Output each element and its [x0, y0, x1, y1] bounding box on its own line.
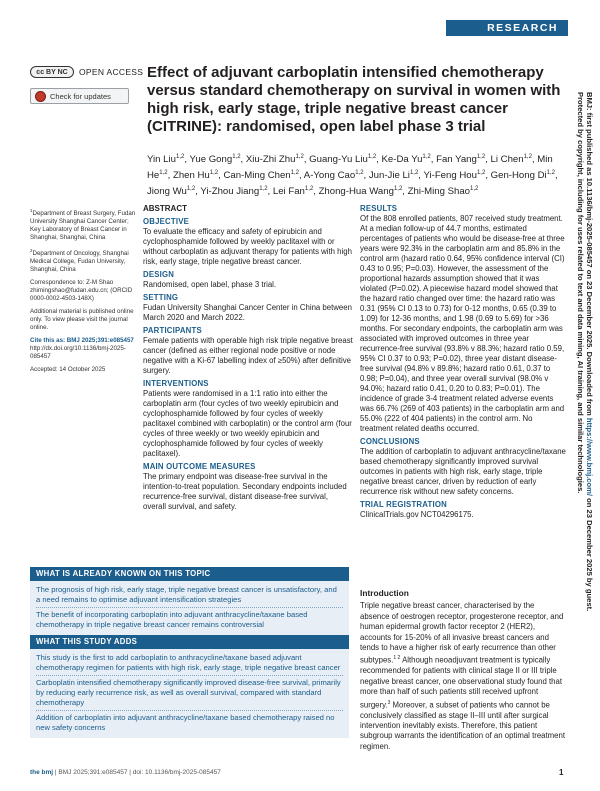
results-heading: RESULTS [360, 204, 398, 213]
design-text: Randomised, open label, phase 3 trial. [143, 280, 277, 289]
author-name[interactable]: Zhen Hu [172, 169, 210, 181]
open-access-badge [30, 66, 143, 78]
author-name[interactable]: Yue Gong [189, 154, 233, 166]
accepted-date: Accepted: 14 October 2025 [30, 366, 106, 374]
author-name[interactable]: Guang-Yu Liu [309, 154, 368, 166]
author-name[interactable]: Li Chen [490, 154, 524, 166]
adds-body [30, 649, 349, 738]
author-list: Yin Liu$^{1,2}$, Yue Gong$^{1,2}$, Xiu-Zhi Zhu$^{1,2}$, Guang-Yu Liu$^{1,2}$, Ke-Da Yu$^{1,2}$, Fan Yang$^{1,2}$, Li Chen$^{1,2}$, Min He$^{1,2}$, Zhen Hu$^{1,2}$, Can-Ming Chen$^{1,2}$, A-Yong Cao$^{1,2}$, Jun-Jie Li$^{1,2}$, Yi-Feng Hou$^{1,2}$, Gen-Hong Di$^{1,2}$, Jiong Wu$^{1,2}$, Yi-Zhou Jiang$^{1,2}$, Lei Fan$^{1,2}$, Zhong-Hua Wang$^{1,2}$, Zhi-Ming Shao$^{1,2}$ [147, 154, 558, 197]
bmj-logo: the bmj [30, 769, 54, 776]
adds-item: Addition of carboplatin into adjuvant anthracycline/taxane based chemotherapy raised no new safety concerns [36, 713, 335, 732]
abstract-heading: ABSTRACT [143, 204, 187, 213]
open-access-label: OPEN ACCESS [79, 67, 144, 77]
author-name[interactable]: Zhong-Hua Wang [318, 185, 394, 197]
design-heading: DESIGN [143, 270, 175, 279]
author-name[interactable]: Lei Fan [272, 185, 305, 197]
author-name[interactable]: Yin Liu [147, 154, 176, 166]
author-affiliation: 1,2 [470, 185, 479, 192]
doi-link[interactable]: http://dx.doi.org/10.1136/bmj-2025-085457 [30, 345, 126, 361]
article-title: Effect of adjuvant carboplatin intensified chemotherapy versus standard chemotherapy on survival in women with high risk, early stage, triple negative breast cancer (CITRINE): randomised, open label phase 3 trial [147, 64, 561, 135]
registration-text[interactable]: ClinicalTrials.gov NCT04296175. [360, 510, 474, 519]
check-for-updates-button[interactable] [30, 88, 129, 104]
margin-text: BMJ: first published as 10.1136/bmj-2025-085457 on 23 December 2025. Downloaded from https://www.bmj.com/ on 23 December 2025 by guest. Protected by copyright, including for uses related to text and data mining, AI training, and similar technologies. [576, 92, 594, 612]
author-name[interactable]: Jiong Wu [147, 185, 187, 197]
article-sidebar [30, 207, 140, 379]
author-name[interactable]: Yi-Zhou Jiang [200, 185, 260, 197]
author-name[interactable]: Min He [147, 154, 553, 181]
author-affiliation: 1,2 [476, 169, 486, 176]
affiliation-1: $^1$Department of Breast Surgery, Fudan University Shanghai Cancer Center; Key Laboratory of Breast Cancer in Shanghai, Shanghai, China [30, 208, 136, 242]
bmj-link[interactable]: https://www.bmj.com/ [585, 417, 594, 497]
interventions-heading: INTERVENTIONS [143, 379, 209, 388]
objective-text: To evaluate the efficacy and safety of epirubicin and cyclophosphamide followed by weekly paclitaxel with or without carboplatin as adjuvant therapy for patients with high risk, early stage, triple negative breast cancer. [143, 227, 352, 266]
participants-text: Female patients with operable high risk triple negative breast cancer (defined as either regional node positive or node negative with a Ki-67 labelling index of ≥50%) after definitive surgery. [143, 336, 353, 375]
abstract-right-column [360, 204, 567, 520]
author-name[interactable]: Xiu-Zhi Zhu [245, 154, 296, 166]
author-affiliation: 1,2 [367, 154, 377, 160]
reference-link[interactable]: 1 2 [393, 655, 401, 662]
known-item: The prognosis of high risk, early stage, triple negative breast cancer is unsatisfactory, and a need remains to optimise adjuvant intensification strategies [36, 585, 337, 604]
author-affiliation: 1,2 [209, 169, 219, 176]
creative-commons-icon: cc BY NC [30, 66, 74, 78]
introduction-text: Triple negative breast cancer, characterised by the absence of oestrogen receptor, progesterone receptor, and human epidermal growth factor receptor 2 (HER2), accounts for 15-20% of all invasive breast cancers and tends to have a higher risk of early recurrence than other subtypes.$^{1 2}$ Although neoadjuvant treatment is typically recommended for patients with clinical stage II or III triple negative breast cancer, one observational study found that more than half of such patients still received upfront surgery.$^3$ Moreover, a subset of patients who cannot be conclusively classified as stage II–III until after surgical intervention inevitably exists. Therefore, this patient subgroup warrants the identification of an optimal treatment regimen. [360, 601, 565, 751]
interventions-text: Patients were randomised in a 1:1 ratio into either the carboplatin arm (four cycles of two weekly epirubicin and cyclophosphamide followed by four cycles of weekly paclitaxel combined with carboplatin) or the control arm (four cycles of three weekly or two weekly epirubicin and cyclophosphamide followed by four cycles of weekly paclitaxel). [143, 389, 352, 458]
introduction-section [360, 588, 565, 752]
results-text: Of the 808 enrolled patients, 807 received study treatment. At a median follow-up of 44.7 months, estimated percentages of patients who would be disease-free at three years were 92.3% in the carboplatin arm and 85.8% in the control arm (hazard ratio 0.64, 95% confidence interval (CI) 0.43 to 0.95; P=0.03). However, the assessment of the proportional hazards assumption showed that it was violated (P=0.02). A piecewise hazard model showed that the hazard ratio changed over time: the hazard ratio was 0.31 (95% CI 0.13 to 0.73) for 0-12 months, 0.65 (0.39 to 1.09) for 12-36 months, and 1.98 (0.69 to 5.69) for >36 months. For secondary endpoints, the carboplatin arm was associated with improved outcomes in three year recurrence-free survival (93.8% v 88.3%; hazard ratio 0.59, 95% CI 0.37 to 0.93; P=0.02), three year distant disease-free survival (94.8% v 89.8%; hazard ratio 0.61, 0.37 to 0.98; P=0.04), and three year overall survival (98.0% v 94.0%; hazard ratio 0.41, 0.20 to 0.83; P=0.01). The incidence of grade 3-4 treatment related adverse events was 66.7% (269 of 403 patients) in the carboplatin arm and 55.0% (222 of 404 patients) in the control arm. No treatment related deaths occurred. [360, 214, 565, 433]
known-body [30, 581, 349, 635]
copyright-notice: Protected by copyright, including for uses related to text and data mining, AI training, and similar technologies. [576, 92, 585, 494]
author-name[interactable]: Gen-Hong Di [490, 169, 547, 181]
research-banner: RESEARCH [446, 20, 568, 36]
author-name[interactable]: Yi-Feng Hou [423, 169, 477, 181]
author-affiliation: 1,2 [259, 185, 268, 192]
affiliation-2: $^2$Department of Oncology, Shanghai Medical College, Fudan University, Shanghai, China [30, 248, 129, 274]
author-name[interactable]: Ke-Da Yu [381, 154, 423, 166]
author-affiliation: 1,2 [232, 154, 241, 160]
author-affiliation: 1,2 [304, 185, 314, 192]
author-name[interactable]: Can-Ming Chen [223, 169, 291, 181]
author-affiliation: 1,2 [523, 154, 532, 160]
check-for-updates-label: Check for updates [50, 91, 111, 101]
registration-heading: TRIAL REGISTRATION [360, 500, 447, 509]
author-affiliation: 1,2 [476, 154, 486, 160]
known-heading: WHAT IS ALREADY KNOWN ON THIS TOPIC [30, 567, 349, 581]
summary-box [30, 567, 349, 738]
participants-heading: PARTICIPANTS [143, 326, 202, 335]
setting-text: Fudan University Shanghai Cancer Center in China between March 2020 and March 2022. [143, 303, 352, 322]
crossmark-icon [35, 91, 46, 102]
author-affiliation: 1,2 [422, 154, 431, 160]
setting-heading: SETTING [143, 293, 179, 302]
author-name[interactable]: Fan Yang [436, 154, 477, 166]
author-affiliation: 1,2 [393, 185, 403, 192]
known-item: The benefit of incorporating carboplatin into adjuvant anthracycline/taxane based chemotherapy in triple negative breast cancer remains controversial [36, 610, 308, 629]
adds-item: Carboplatin intensified chemotherapy significantly improved disease-free survival, primarily by reducing early recurrence risk, as well as overall survival, compared with standard chemotherapy [36, 678, 341, 707]
page-number: 1 [559, 768, 564, 777]
reference-link[interactable]: 3 [387, 699, 391, 706]
conclusions-heading: CONCLUSIONS [360, 437, 420, 446]
citation: Cite this as: BMJ 2025;391:e085457 http://dx.doi.org/10.1136/bmj-2025-085457 [30, 337, 134, 361]
author-name[interactable]: Zhi-Ming Shao [407, 185, 471, 197]
author-affiliation: 1,2 [409, 169, 419, 176]
author-affiliation: 1,2 [175, 154, 185, 160]
adds-heading: WHAT THIS STUDY ADDS [30, 635, 349, 649]
author-affiliation: 1,2 [355, 169, 364, 176]
abstract-left-column [143, 204, 353, 512]
author-name[interactable]: A-Yong Cao [303, 169, 356, 181]
introduction-heading: Introduction [360, 588, 409, 598]
additional-material-note: Additional material is published online only. To view please visit the journal online. [30, 308, 134, 332]
objective-heading: OBJECTIVE [143, 217, 189, 226]
author-name[interactable]: Jun-Jie Li [368, 169, 410, 181]
author-affiliation: 1,2 [290, 169, 299, 176]
copyright-margin [578, 92, 594, 762]
outcomes-heading: MAIN OUTCOME MEASURES [143, 462, 256, 471]
adds-item: This study is the first to add carboplatin to anthracycline/taxane based adjuvant chemotherapy regimen for patients with high risk, early stage, triple negative breast cancer [36, 653, 341, 672]
conclusions-text: The addition of carboplatin to adjuvant anthracycline/taxane based chemotherapy significantly improved survival outcomes in patients with high risk, early stage, triple negative breast cancer, driven by reduction of early recurrence risk without new safety concerns. [360, 447, 566, 496]
footer-citation: | BMJ 2025;391:e085457 | doi: 10.1136/bmj-2025-085457 [53, 769, 221, 776]
author-affiliation: 1,2 [546, 169, 555, 176]
author-affiliation: 1,2 [186, 185, 196, 192]
author-affiliation: 1,2 [295, 154, 304, 160]
correspondence[interactable]: Correspondence to: Z-M Shao zhimingshao@fudan.edu.cn; (ORCID 0000-0002-4503-148X) [30, 279, 133, 303]
outcomes-text: The primary endpoint was disease-free survival in the intention-to-treat population. Secondary endpoints included recurrence-free survival, distant disease-free survival, overall survival, and safety. [143, 472, 347, 511]
author-affiliation: 1,2 [159, 169, 168, 176]
page-footer [30, 769, 221, 776]
